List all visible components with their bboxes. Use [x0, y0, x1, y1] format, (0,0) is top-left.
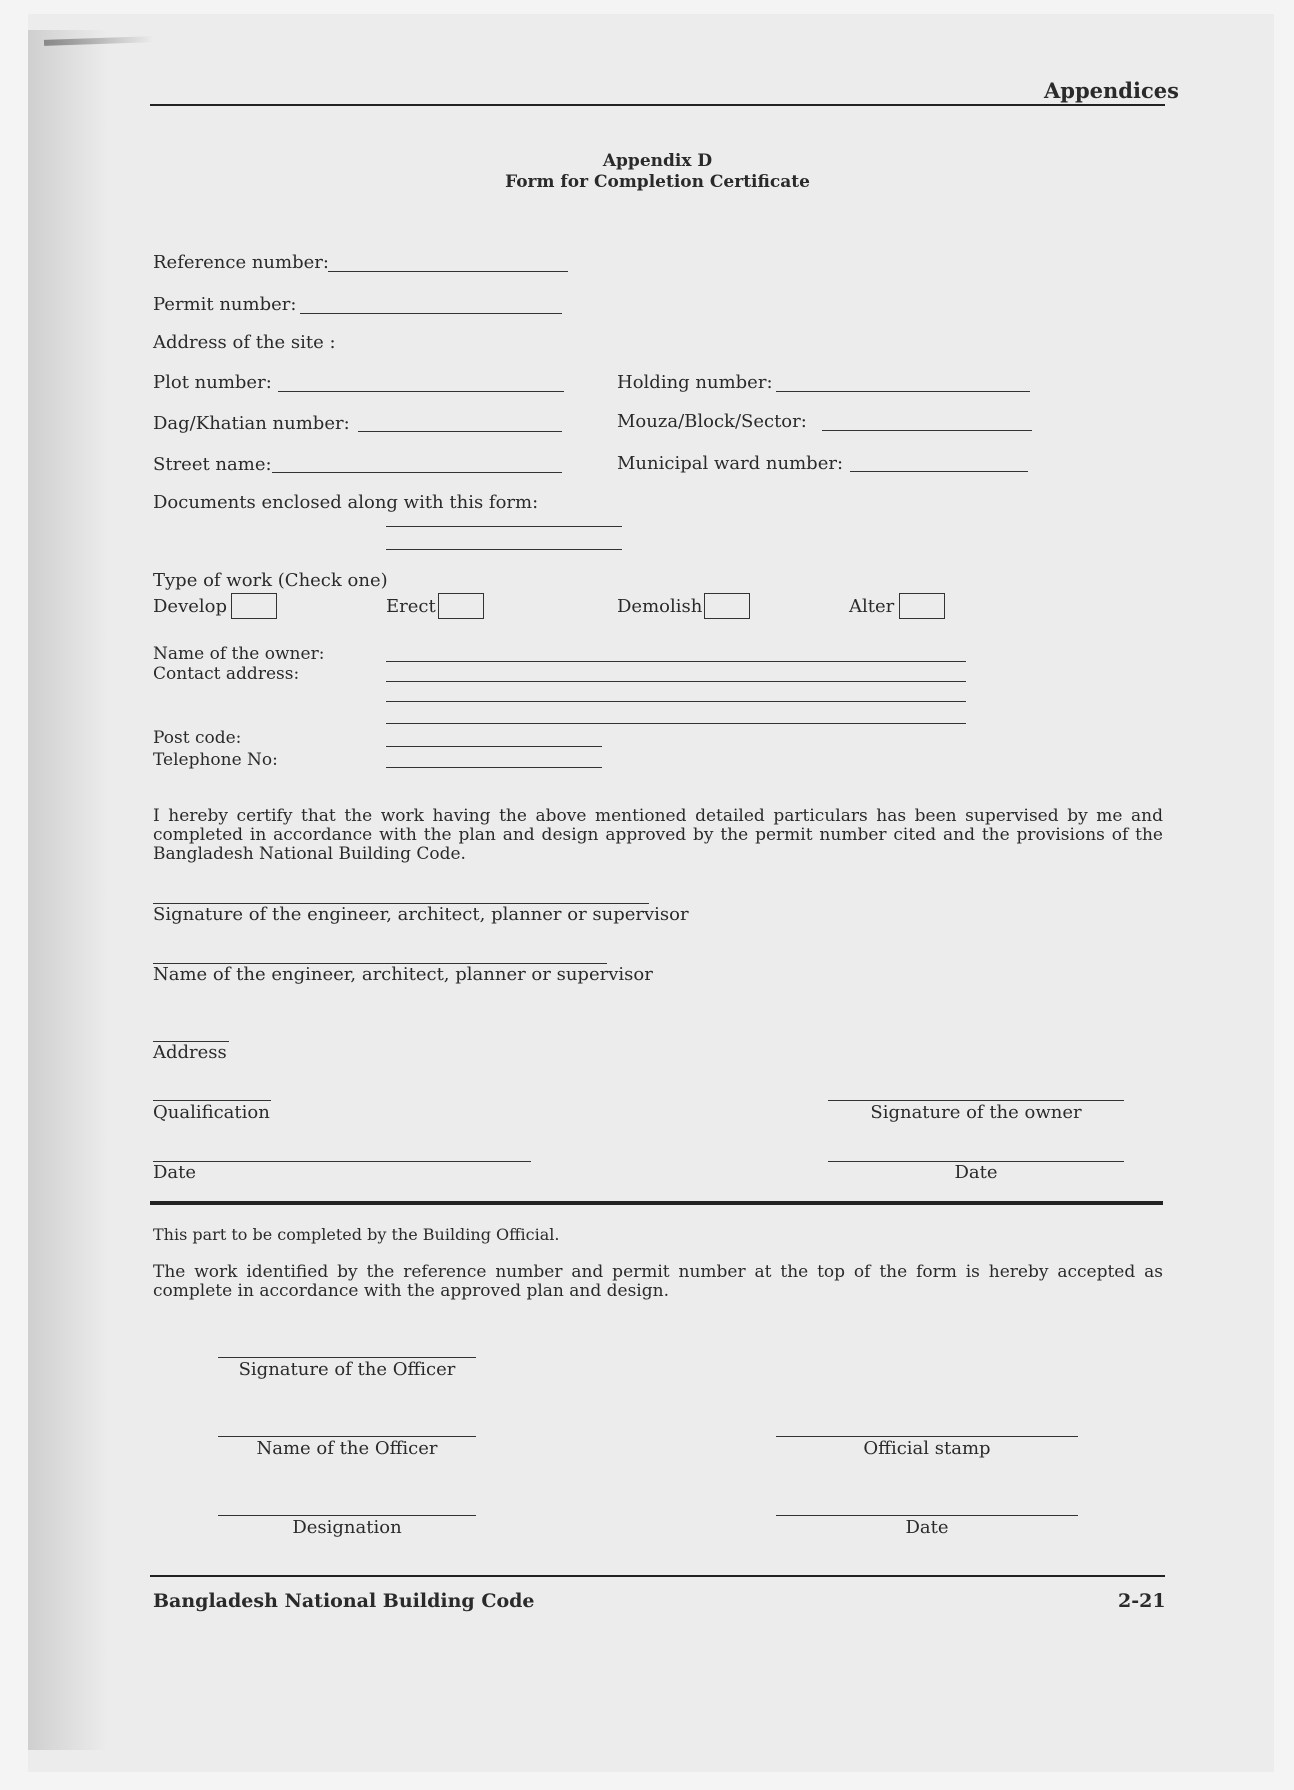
certification-text: I hereby certify that the work having the above mentioned detailed particulars has been supervised by me and completed in accordance with the plan and design approved by the permit number cited and the provisions of the Bangladesh National Building Code. [153, 806, 1163, 864]
officer-name-line[interactable] [218, 1436, 476, 1437]
permit-number-label: Permit number: [153, 294, 297, 315]
ward-number-field[interactable] [850, 471, 1028, 472]
holding-number-field[interactable] [776, 391, 1030, 392]
header-rule [150, 104, 1165, 106]
footer-rule [150, 1575, 1165, 1577]
dag-khatian-label: Dag/Khatian number: [153, 413, 350, 434]
site-address-label: Address of the site : [153, 332, 336, 353]
designation-line[interactable] [218, 1515, 476, 1516]
alter-label: Alter [849, 596, 895, 617]
officer-signature-line[interactable] [218, 1357, 476, 1358]
owner-name-label: Name of the owner: [153, 644, 325, 664]
document-page [28, 14, 1274, 1772]
work-type-label: Type of work (Check one) [153, 570, 388, 591]
officer-signature-label: Signature of the Officer [238, 1359, 456, 1380]
engineer-date-line[interactable] [153, 1161, 531, 1162]
owner-signature-line[interactable] [828, 1100, 1124, 1101]
demolish-checkbox[interactable] [704, 593, 750, 619]
erect-label: Erect [386, 596, 436, 617]
engineer-name-label: Name of the engineer, architect, planner or supervisor [153, 964, 653, 985]
qualification-line[interactable] [153, 1100, 271, 1101]
post-code-label: Post code: [153, 728, 242, 748]
owner-name-field[interactable] [386, 661, 966, 662]
mouza-field[interactable] [822, 430, 1032, 431]
erect-checkbox[interactable] [438, 593, 484, 619]
post-code-field[interactable] [386, 746, 602, 747]
dag-khatian-field[interactable] [358, 431, 562, 432]
ward-number-label: Municipal ward number: [617, 453, 844, 474]
mouza-label: Mouza/Block/Sector: [617, 411, 807, 432]
official-heading: This part to be completed by the Building Official. [153, 1225, 560, 1244]
official-statement: The work identified by the reference number and permit number at the top of the form is hereby accepted as complete in accordance with the approved plan and design. [153, 1262, 1163, 1301]
official-date-label: Date [905, 1517, 949, 1538]
alter-checkbox[interactable] [899, 593, 945, 619]
owner-date-label: Date [954, 1162, 998, 1183]
permit-number-field[interactable] [300, 313, 562, 314]
appendix-title: Appendix D [602, 151, 713, 171]
qualification-label: Qualification [153, 1102, 270, 1123]
engineer-signature-label: Signature of the engineer, architect, planner or supervisor [153, 904, 689, 925]
reference-number-field[interactable] [328, 271, 568, 272]
running-header: Appendices [1044, 78, 1179, 103]
form-title: Form for Completion Certificate [505, 172, 810, 192]
engineer-date-label: Date [153, 1162, 197, 1183]
documents-field-1[interactable] [386, 526, 622, 527]
footer-book-title: Bangladesh National Building Code [153, 1590, 535, 1612]
owner-signature-label: Signature of the owner [870, 1102, 1082, 1123]
officer-name-label: Name of the Officer [256, 1438, 438, 1459]
documents-label: Documents enclosed along with this form: [153, 492, 539, 513]
engineer-address-label: Address [153, 1042, 227, 1063]
demolish-label: Demolish [617, 596, 703, 617]
official-stamp-line[interactable] [776, 1436, 1078, 1437]
contact-address-field-1[interactable] [386, 681, 966, 682]
reference-number-label: Reference number: [153, 252, 329, 273]
develop-label: Develop [153, 596, 228, 617]
develop-checkbox[interactable] [231, 593, 277, 619]
designation-label: Designation [292, 1517, 402, 1538]
street-name-label: Street name: [153, 454, 272, 475]
telephone-label: Telephone No: [153, 750, 278, 770]
documents-field-2[interactable] [386, 549, 622, 550]
plot-number-field[interactable] [278, 391, 564, 392]
contact-address-label: Contact address: [153, 664, 300, 684]
contact-address-field-2[interactable] [386, 701, 966, 702]
street-name-field[interactable] [272, 472, 562, 473]
page-edge-shadow [28, 30, 108, 1750]
official-stamp-label: Official stamp [863, 1438, 991, 1459]
official-date-line[interactable] [776, 1515, 1078, 1516]
plot-number-label: Plot number: [153, 372, 272, 393]
contact-address-field-3[interactable] [386, 723, 966, 724]
footer-page-number: 2-21 [1118, 1590, 1166, 1612]
section-divider [150, 1201, 1163, 1205]
telephone-field[interactable] [386, 767, 602, 768]
holding-number-label: Holding number: [617, 372, 773, 393]
